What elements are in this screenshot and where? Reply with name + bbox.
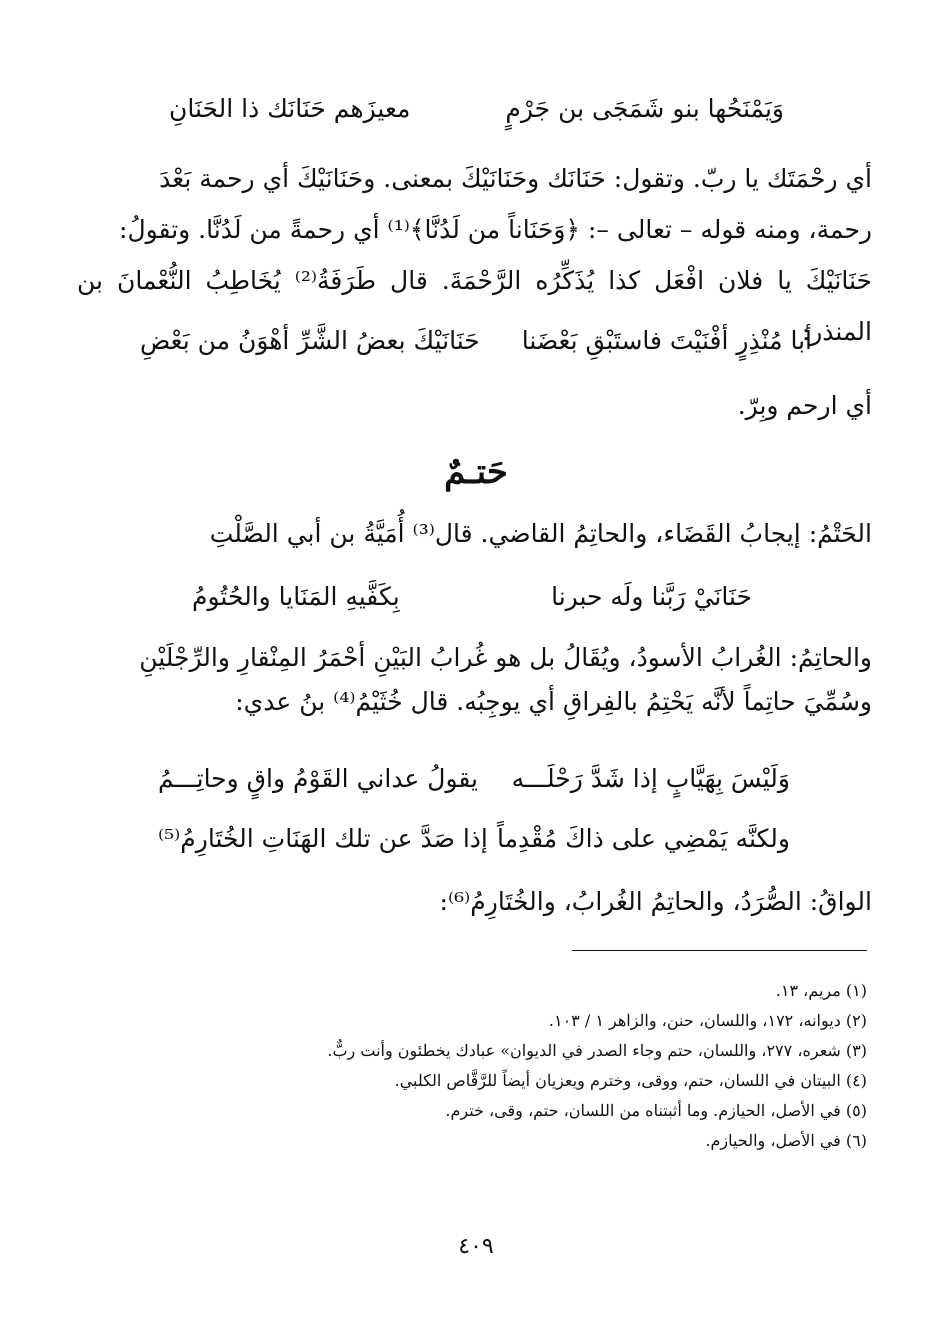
footnote-separator: [572, 950, 867, 951]
footnotes: [77, 976, 867, 1156]
paragraph-2: [77, 636, 872, 724]
verse-2-first-hemistich: أبا مُنْذِرٍ أفْنَيْتَ فاستَبْقِ بَعْضَنا: [521, 326, 812, 355]
footnote-5: (٥) في الأصل، الحيازم. وما أثبتناه من اللسان، حتم، وقى، خترم.: [445, 1101, 867, 1120]
verse-4: [158, 762, 790, 796]
verse-4-first-hemistich: وَلَيْسَ بِهَيَّابٍ إذا شَدَّ رَحْلَـــه: [511, 764, 790, 793]
verse-1: [169, 92, 784, 126]
paragraph-1-line-2: رحمة، ومنه قوله – تعالى –: ﴿وَحَنَاناً من لَدُنَّا﴾⁽¹⁾ أي رحمةً من لَدُنَّا. وتقولُ:: [119, 215, 872, 244]
verse-3: [192, 580, 752, 614]
verse-1-first-hemistich: وَيَمْنَحُها بنو شَمَجَى بن جَرْمٍ: [505, 94, 784, 123]
line-after-verse-2: [77, 380, 872, 431]
footnote-6: (٦) في الأصل، والحيازم.: [705, 1131, 867, 1150]
verse-5: [158, 822, 790, 856]
footnote-2: (٢) ديوانه، ١٧٢، واللسان، حنن، والزاهر ١ / ١٠٣.: [548, 1011, 867, 1030]
paragraph-2-line-1: والحاتِمُ: الغُرابُ الأسودُ، ويُقَالُ بل هو غُرابُ البَيْنِ أحْمَرُ المِنْقارِ والرِّجْلَيْنِ: [139, 643, 872, 672]
verse-4-second-hemistich: يقولُ عداني القَوْمُ واقٍ وحاتِـــمُ: [158, 764, 478, 793]
verse-1-second-hemistich: معيزَهم حَنَانَك ذا الحَنَانِ: [169, 94, 411, 123]
page-number: ٤٠٩: [458, 1234, 494, 1259]
line-waq: [77, 876, 872, 927]
line-after-verse-2-text: أي ارحم وبِرّ.: [737, 391, 872, 420]
paragraph-1-line-3: حَنَانَيْكَ يا فلان افْعَل كذا يُذَكِّرُه الرَّحْمَةَ. قال طَرَفَةُ⁽²⁾ يُخَاطِبُ النُّعْمانَ بن المنذر:: [77, 266, 872, 346]
paragraph-2-line-2: وسُمِّيَ حاتِماً لأنَّه يَحْتِمُ بالفِراقِ أي يوجِبُه. قال خُثَيْمُ⁽⁴⁾ بنُ عدي:: [235, 687, 872, 716]
footnote-1: (١) مريم، ١٣.: [775, 981, 867, 1000]
line-waq-text: الواقُ: الصُّرَدُ، والحاتِمُ الغُرابُ، والخُتَارِمُ⁽⁶⁾:: [439, 887, 872, 916]
section-heading: حَتـمٌ: [444, 452, 508, 492]
verse-5-second-hemistich: إذا صَدَّ عن تلك الهَنَاتِ الخُتَارِمُ⁽⁵⁾: [158, 824, 488, 853]
verse-5-first-hemistich: ولكنَّه يَمْضِي على ذاكَ مُقْدِماً: [496, 824, 790, 853]
footnote-3: (٣) شعره، ٢٧٧، واللسان، حتم وجاء الصدر في الديوان» عبادك يخطئون وأنت ربٌّ.: [327, 1041, 867, 1060]
verse-2-second-hemistich: حَنَانَيْكَ بعضُ الشَّرِّ أهْوَنُ من بَعْضِ: [140, 326, 480, 355]
paragraph-1-line-1: أي رحْمَتَك يا ربّ. وتقول: حَنَانَك وحَنَانَيْكَ بمعنى. وحَنَانَيْكَ أي رحمة بَعْدَ: [159, 164, 872, 193]
line-qadi-text: الحَتْمُ: إيجابُ القَضَاء، والحاتِمُ القاضي. قال⁽³⁾ أُمَيَّةُ بن أبي الصَّلْتِ: [209, 519, 872, 548]
verse-3-first-hemistich: حَنَانَيْ رَبَّنا ولَه حبرنا: [551, 582, 752, 611]
line-qadi: [77, 508, 872, 559]
footnote-4: (٤) البيتان في اللسان، حتم، ووقى، وخترم ويعزيان أيضاً للرَّقَّاص الكلبي.: [394, 1071, 867, 1090]
verse-3-second-hemistich: بِكَفَّيهِ المَنَايا والحُتُومُ: [192, 582, 400, 611]
verse-2: [140, 324, 812, 358]
